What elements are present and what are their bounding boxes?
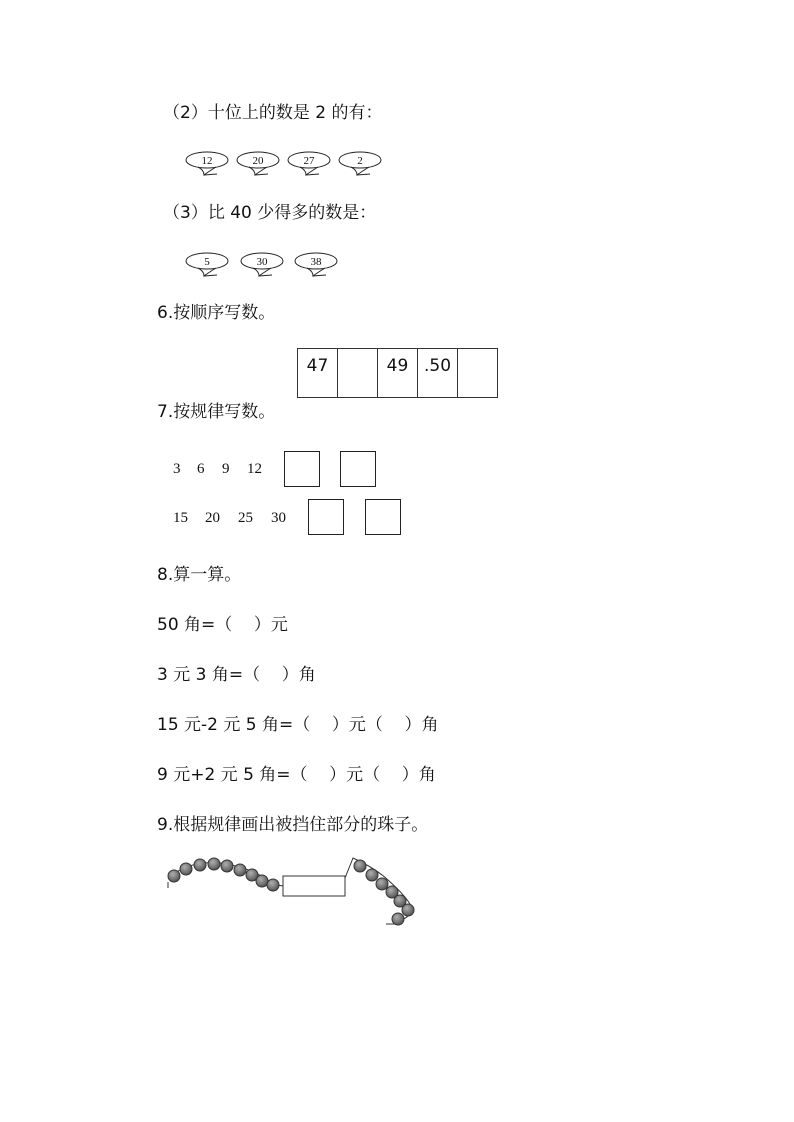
bead xyxy=(194,859,206,871)
bead xyxy=(208,858,220,870)
pattern-number: 20 xyxy=(205,510,220,526)
q7-title: 7.按规律写数。 xyxy=(157,402,276,422)
bead xyxy=(256,875,268,887)
sequence-cell-blank[interactable] xyxy=(458,349,498,398)
number-bubble xyxy=(184,150,230,180)
pattern-number: 12 xyxy=(247,461,262,477)
pattern-number: 9 xyxy=(222,461,230,477)
bead xyxy=(402,904,414,916)
bubble-number: 30 xyxy=(256,256,268,268)
number-bubble xyxy=(286,150,332,180)
answer-box[interactable] xyxy=(340,451,376,487)
bubble-number: 12 xyxy=(201,155,213,167)
bead xyxy=(180,863,192,875)
sequence-cell: 47 xyxy=(298,349,338,398)
bead xyxy=(392,913,404,925)
answer-box[interactable] xyxy=(308,499,344,535)
number-bubble xyxy=(337,150,383,180)
sequence-cell: 49 xyxy=(378,349,418,398)
bubble-number: 5 xyxy=(204,256,210,268)
number-sequence-table xyxy=(297,348,498,398)
q8-problem-1[interactable]: 50 角=（ ）元 xyxy=(157,615,288,635)
number-bubble xyxy=(235,150,281,180)
pattern-number: 15 xyxy=(173,510,188,526)
q5-sub2-label: （2）十位上的数是 2 的有： xyxy=(163,103,383,123)
bead xyxy=(376,878,388,890)
q8-problem-4[interactable]: 9 元+2 元 5 角=（ ）元（ ）角 xyxy=(157,765,436,785)
answer-box[interactable] xyxy=(365,499,401,535)
bubble-number: 2 xyxy=(357,155,363,167)
number-bubble xyxy=(239,251,285,281)
bead xyxy=(234,864,246,876)
bead-string-diagram xyxy=(160,850,440,930)
q9-title: 9.根据规律画出被挡住部分的珠子。 xyxy=(157,815,429,835)
bead xyxy=(267,879,279,891)
bead xyxy=(221,860,233,872)
sequence-cell-blank[interactable] xyxy=(338,349,378,398)
bubble-number: 20 xyxy=(252,155,264,167)
bead xyxy=(366,869,378,881)
pattern-number: 6 xyxy=(197,461,205,477)
q8-title: 8.算一算。 xyxy=(157,565,242,585)
bubble-number: 27 xyxy=(303,155,315,167)
q8-problem-3[interactable]: 15 元-2 元 5 角=（ ）元（ ）角 xyxy=(157,715,439,735)
pattern-number: 30 xyxy=(271,510,286,526)
q5-sub3-label: （3）比 40 少得多的数是： xyxy=(163,203,377,223)
q8-problem-2[interactable]: 3 元 3 角=（ ）角 xyxy=(157,665,316,685)
bead xyxy=(168,870,180,882)
bubble-number: 38 xyxy=(310,256,322,268)
bead xyxy=(354,860,366,872)
pattern-number: 25 xyxy=(238,510,253,526)
q6-title: 6.按顺序写数。 xyxy=(157,303,276,323)
answer-box[interactable] xyxy=(284,451,320,487)
number-bubble xyxy=(293,251,339,281)
sequence-cell: .50 xyxy=(418,349,458,398)
pattern-number: 3 xyxy=(173,461,181,477)
cover-box xyxy=(283,876,345,896)
number-bubble xyxy=(184,251,230,281)
